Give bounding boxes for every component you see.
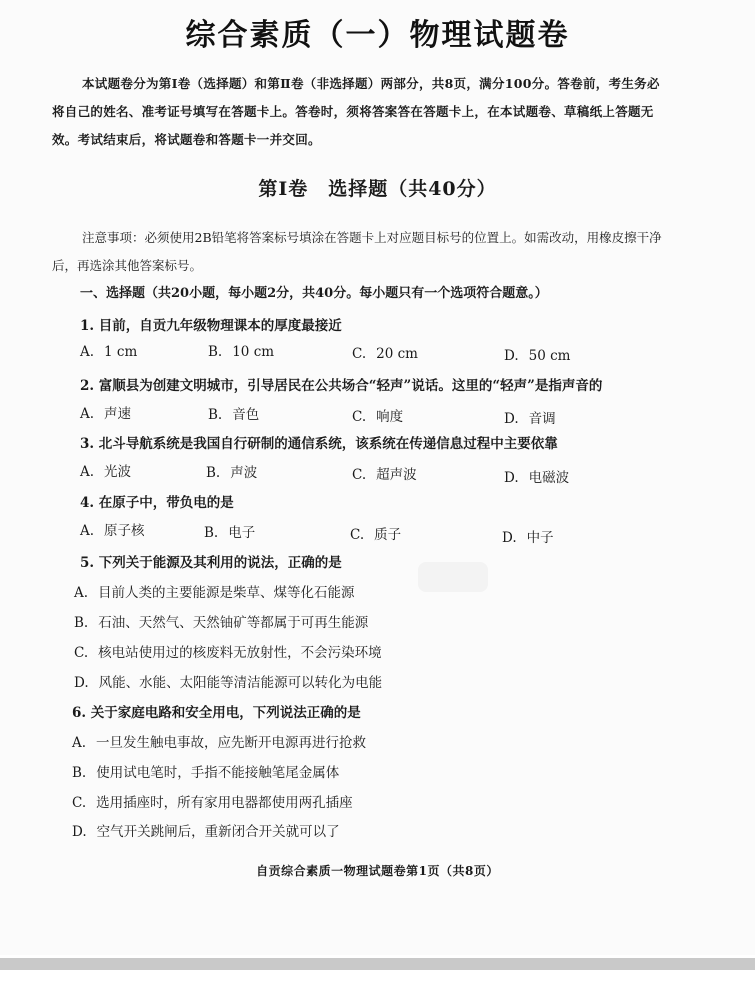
question-stem: 2. 富顺县为创建文明城市，引导居民在公共场合“轻声”说话。这里的“轻声”是指声音的 <box>80 378 603 394</box>
option-a: A. 原子核 <box>80 523 145 539</box>
option-c: C. 20 cm <box>352 346 418 362</box>
option-c: C. 核电站使用过的核废料无放射性，不会污染环境 <box>74 645 382 661</box>
option-d: D. 空气开关跳闸后，重新闭合开关就可以了 <box>72 824 340 840</box>
section-title: 第Ⅰ卷 选择题（共40分） <box>258 178 497 200</box>
option-b: B. 电子 <box>204 525 256 541</box>
option-d: D. 风能、水能、太阳能等清洁能源可以转化为电能 <box>74 675 383 691</box>
option-c: C. 响度 <box>352 409 404 425</box>
question-stem: 3. 北斗导航系统是我国自行研制的通信系统，该系统在传递信息过程中主要依靠 <box>80 436 558 452</box>
question-stem: 6. 关于家庭电路和安全用电，下列说法正确的是 <box>72 705 361 721</box>
option-a: A. 一旦发生触电事故，应先断开电源再进行抢救 <box>72 735 367 751</box>
part-heading: 一、选择题（共20小题，每小题2分，共40分。每小题只有一个选项符合题意。） <box>80 286 548 301</box>
intro-paragraph: 本试题卷分为第Ⅰ卷（选择题）和第Ⅱ卷（非选择题）两部分，共8页，满分100分。答卷前，考生务必将自己的姓名、准考证号填写在答题卡上。答卷时，须将答案答在答题卡上，在本试题卷、草稿纸上答题无效。考试结束后，将试题卷和答题卡一并交回。 <box>52 76 660 147</box>
viewer-scrollbar[interactable] <box>0 958 755 970</box>
option-d: D. 音调 <box>504 411 556 427</box>
question-stem: 1. 目前，自贡九年级物理课本的厚度最接近 <box>80 318 342 334</box>
option-c: C. 质子 <box>350 527 402 543</box>
option-b: B. 10 cm <box>208 344 275 360</box>
notice-paragraph: 注意事项：必须使用2B铅笔将答案标号填涂在答题卡上对应题目标号的位置上。如需改动，用橡皮擦干净后，再选涂其他答案标号。 <box>52 230 662 273</box>
option-d: D. 电磁波 <box>504 470 570 486</box>
scan-smudge <box>418 562 488 592</box>
option-d: D. 中子 <box>502 530 554 546</box>
option-a: A. 声速 <box>80 406 132 422</box>
option-b: B. 使用试电笔时，手指不能接触笔尾金属体 <box>72 765 340 781</box>
option-d: D. 50 cm <box>504 348 571 364</box>
question-stem: 5. 下列关于能源及其利用的说法，正确的是 <box>80 555 342 571</box>
option-b: B. 声波 <box>206 465 258 481</box>
option-b: B. 音色 <box>208 407 260 423</box>
option-a: A. 目前人类的主要能源是柴草、煤等化石能源 <box>74 585 355 601</box>
page-title: 综合素质（一）物理试题卷 <box>185 18 570 53</box>
page-footer: 自贡综合素质一物理试题卷第1页（共8页） <box>256 864 499 878</box>
option-c: C. 选用插座时，所有家用电器都使用两孔插座 <box>72 795 353 811</box>
question-stem: 4. 在原子中，带负电的是 <box>80 495 234 511</box>
option-b: B. 石油、天然气、天然铀矿等都属于可再生能源 <box>74 615 369 631</box>
option-a: A. 光波 <box>80 464 132 480</box>
option-c: C. 超声波 <box>352 467 417 483</box>
option-a: A. 1 cm <box>80 344 138 360</box>
